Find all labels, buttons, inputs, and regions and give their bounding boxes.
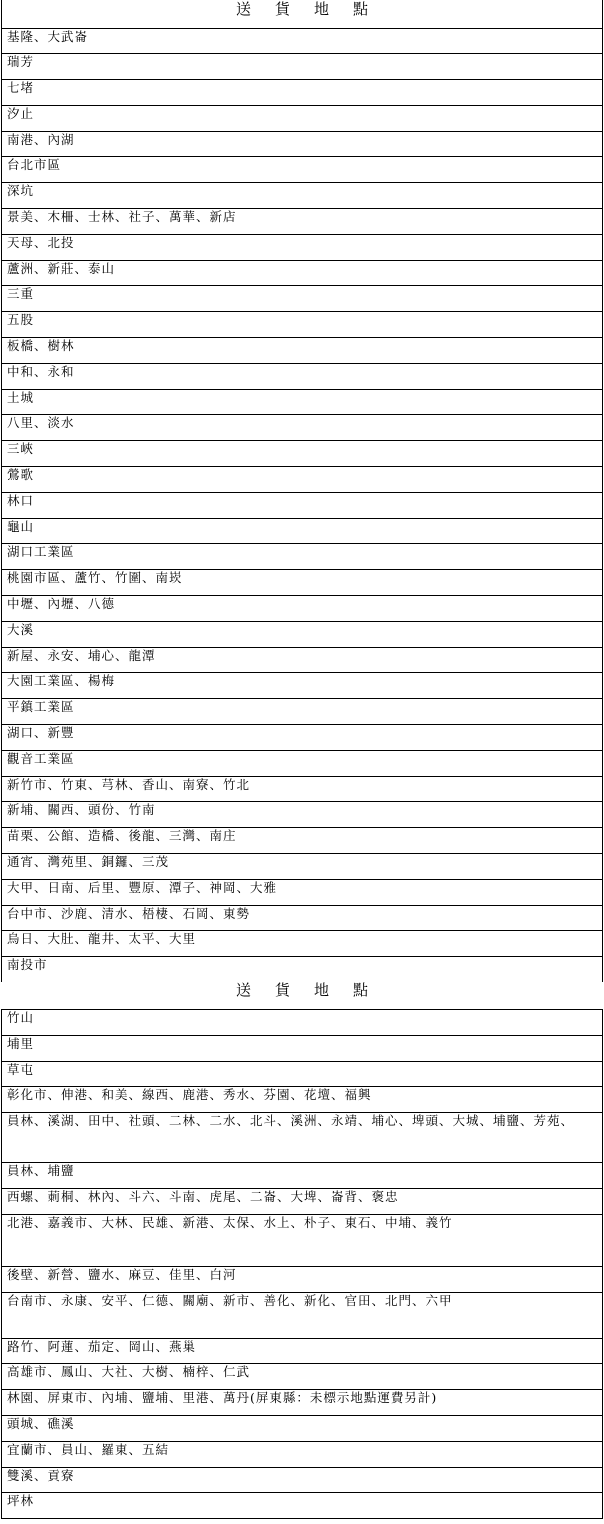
- table-row: [2, 776, 603, 802]
- location-cell: 八里、淡水: [2, 415, 603, 441]
- table-row: [2, 596, 603, 622]
- table-row: [2, 854, 603, 880]
- table-row: [2, 1390, 603, 1416]
- location-cell: 三重: [2, 286, 603, 312]
- location-cell: 台南市、永康、安平、仁德、關廟、新市、善化、新化、官田、北門、六甲: [2, 1292, 603, 1338]
- table-row: [2, 415, 603, 441]
- table-row: [2, 1292, 603, 1338]
- table-row: [2, 28, 603, 54]
- location-cell: 埔里: [2, 1035, 603, 1061]
- table-row: [2, 828, 603, 854]
- location-cell: 深坑: [2, 183, 603, 209]
- location-cell: 南港、內湖: [2, 131, 603, 157]
- table-row: [2, 518, 603, 544]
- table-row: [2, 80, 603, 106]
- table-row: [2, 621, 603, 647]
- table-row: [2, 544, 603, 570]
- table-row: [2, 673, 603, 699]
- location-cell: 板橋、樹林: [2, 338, 603, 364]
- location-cell: 宜蘭市、員山、羅東、五結: [2, 1441, 603, 1467]
- table-row: [2, 1035, 603, 1061]
- location-cell: 林口: [2, 492, 603, 518]
- location-cell: 瑞芳: [2, 54, 603, 80]
- table-row: [2, 234, 603, 260]
- table-row: [2, 1009, 603, 1035]
- location-cell: 後壁、新營、鹽水、麻豆、佳里、白河: [2, 1266, 603, 1292]
- location-cell: 烏日、大肚、龍井、太平、大里: [2, 931, 603, 957]
- location-cell: 平鎮工業區: [2, 699, 603, 725]
- table-row: [2, 905, 603, 931]
- table-row: [2, 1493, 603, 1519]
- location-cell: 五股: [2, 312, 603, 338]
- table-row: [2, 1338, 603, 1364]
- location-cell: 新竹市、竹東、芎林、香山、南寮、竹北: [2, 776, 603, 802]
- location-cell: 西螺、莿桐、林內、斗六、斗南、虎尾、二崙、大埤、崙背、褒忠: [2, 1188, 603, 1214]
- location-cell: 新埔、關西、頭份、竹南: [2, 802, 603, 828]
- location-cell: 景美、木柵、士林、社子、萬華、新店: [2, 209, 603, 235]
- table-row: [2, 183, 603, 209]
- table-row: [2, 725, 603, 751]
- location-cell: 桃園市區、蘆竹、竹圍、南崁: [2, 570, 603, 596]
- table-row: [2, 363, 603, 389]
- table-row: [2, 957, 603, 983]
- table-row: [2, 131, 603, 157]
- location-cell: 雙溪、貢寮: [2, 1467, 603, 1493]
- location-cell: 高雄市、鳳山、大社、大樹、楠梓、仁武: [2, 1364, 603, 1390]
- table-row: [2, 1188, 603, 1214]
- location-cell: 路竹、阿蓮、茄定、岡山、燕巢: [2, 1338, 603, 1364]
- location-cell: 汐止: [2, 105, 603, 131]
- location-cell: 湖口工業區: [2, 544, 603, 570]
- location-cell: 三峽: [2, 441, 603, 467]
- table-row: [2, 699, 603, 725]
- location-cell: 觀音工業區: [2, 750, 603, 776]
- location-cell: 蘆洲、新莊、泰山: [2, 260, 603, 286]
- table-row: [2, 1163, 603, 1189]
- location-cell: 台北市區: [2, 157, 603, 183]
- location-cell: 天母、北投: [2, 234, 603, 260]
- table-row: [2, 1467, 603, 1493]
- section-header: 送貨地點: [2, 0, 603, 28]
- location-cell: 大甲、日南、后里、豐原、潭子、神岡、大雅: [2, 879, 603, 905]
- location-cell: 通宵、灣苑里、銅鑼、三茂: [2, 854, 603, 880]
- location-cell: 員林、溪湖、田中、社頭、二林、二水、北斗、溪洲、永靖、埔心、埤頭、大城、埔鹽、芳苑、: [2, 1113, 603, 1163]
- table-row: [2, 260, 603, 286]
- table-row: [2, 209, 603, 235]
- table-row: [2, 1113, 603, 1163]
- location-cell: 坪林: [2, 1493, 603, 1519]
- location-cell: 湖口、新豐: [2, 725, 603, 751]
- table-row: [2, 931, 603, 957]
- table-row: [2, 750, 603, 776]
- location-cell: 南投市: [2, 957, 603, 983]
- header-row: [2, 0, 603, 28]
- table-row: [2, 338, 603, 364]
- location-cell: 鶯歌: [2, 467, 603, 493]
- location-cell: 中和、永和: [2, 363, 603, 389]
- table-row: [2, 802, 603, 828]
- location-cell: 彰化市、伸港、和美、線西、鹿港、秀水、芬園、花壇、福興: [2, 1087, 603, 1113]
- table-row: [2, 1214, 603, 1266]
- section-header: 送貨地點: [2, 982, 603, 1009]
- location-cell: 苗栗、公館、造橋、後龍、三灣、南庄: [2, 828, 603, 854]
- table-row: [2, 157, 603, 183]
- location-cell: 龜山: [2, 518, 603, 544]
- location-cell: 大園工業區、楊梅: [2, 673, 603, 699]
- table-row: [2, 54, 603, 80]
- table-row: [2, 492, 603, 518]
- location-cell: 林園、屏東市、內埔、鹽埔、里港、萬丹(屏東縣：未標示地點運費另計): [2, 1390, 603, 1416]
- location-cell: 中壢、內壢、八德: [2, 596, 603, 622]
- location-cell: 員林、埔鹽: [2, 1163, 603, 1189]
- table-row: [2, 389, 603, 415]
- table-row: [2, 441, 603, 467]
- location-cell: 竹山: [2, 1009, 603, 1035]
- location-cell: 土城: [2, 389, 603, 415]
- location-cell: 基隆、大武崙: [2, 28, 603, 54]
- table-row: [2, 467, 603, 493]
- table-row: [2, 312, 603, 338]
- table-row: [2, 879, 603, 905]
- delivery-table-1: [1, 0, 603, 982]
- location-cell: 台中市、沙鹿、清水、梧棲、石岡、東勢: [2, 905, 603, 931]
- header-row: [2, 982, 603, 1009]
- table-row: [2, 1364, 603, 1390]
- delivery-table-2: [1, 982, 603, 1519]
- table-row: [2, 1441, 603, 1467]
- location-cell: 頭城、礁溪: [2, 1415, 603, 1441]
- location-cell: 北港、嘉義市、大林、民雄、新港、太保、水上、朴子、東石、中埔、義竹: [2, 1214, 603, 1266]
- table-row: [2, 1061, 603, 1087]
- table-row: [2, 1087, 603, 1113]
- table-row: [2, 1266, 603, 1292]
- table-row: [2, 570, 603, 596]
- location-cell: 大溪: [2, 621, 603, 647]
- table-row: [2, 286, 603, 312]
- location-cell: 新屋、永安、埔心、龍潭: [2, 647, 603, 673]
- location-cell: 七堵: [2, 80, 603, 106]
- table-row: [2, 105, 603, 131]
- table-row: [2, 647, 603, 673]
- location-cell: 草屯: [2, 1061, 603, 1087]
- table-row: [2, 1415, 603, 1441]
